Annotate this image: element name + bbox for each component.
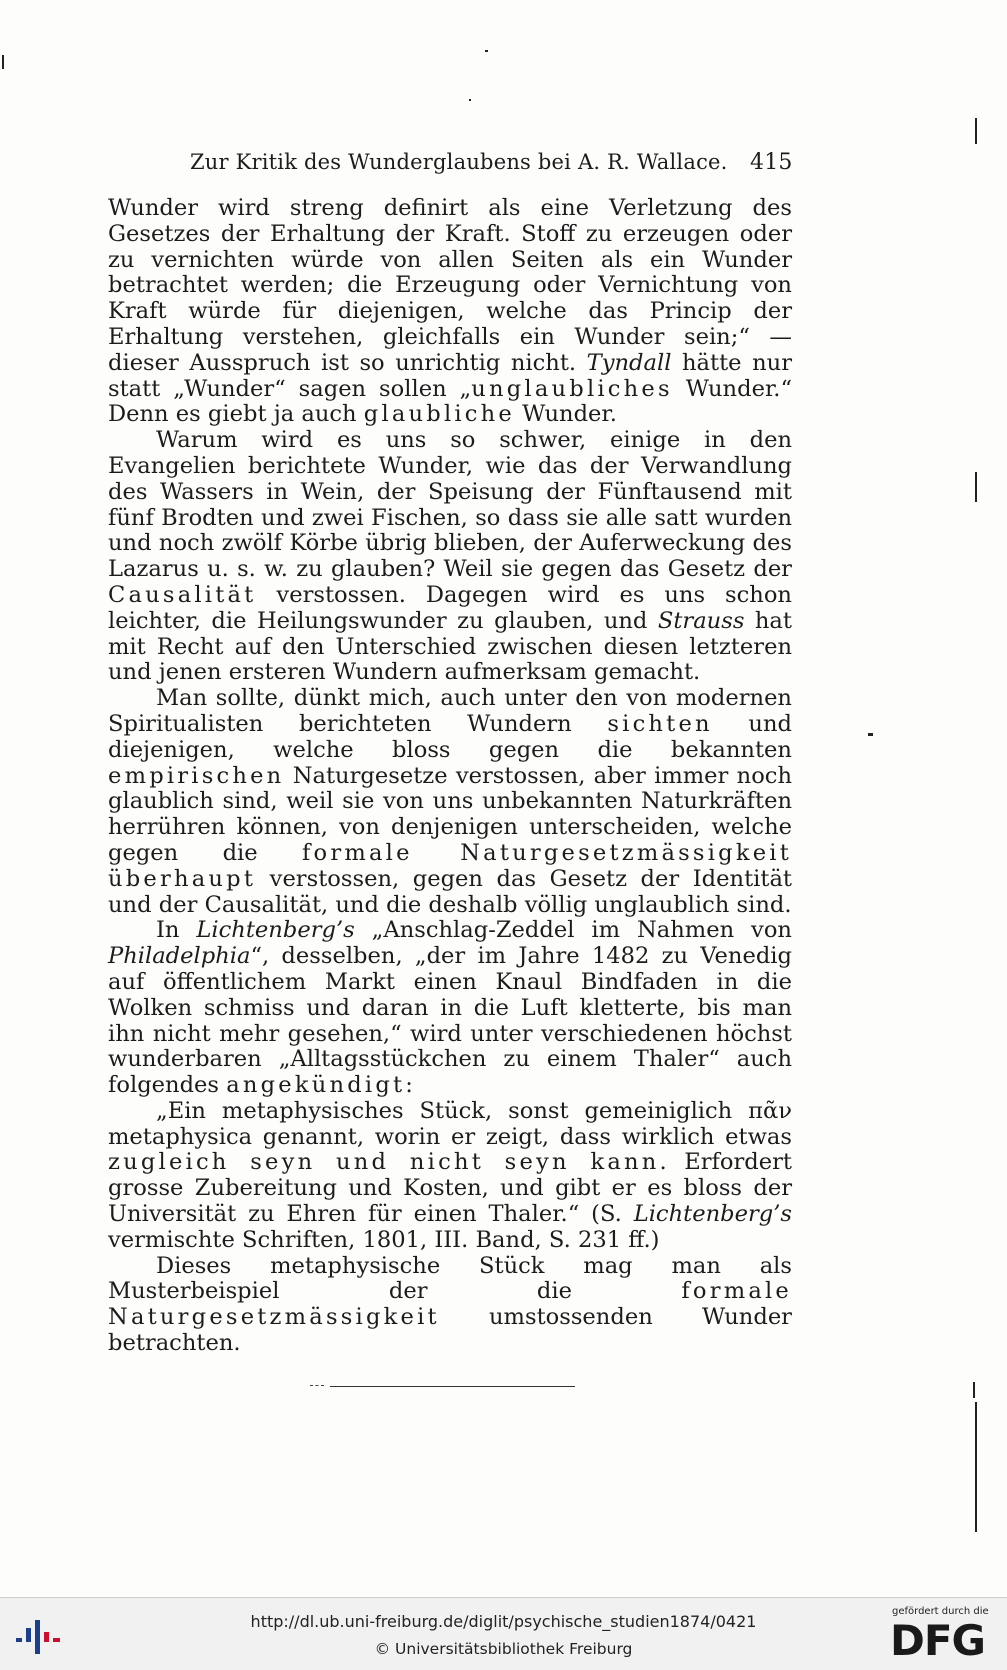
paragraph xyxy=(108,918,792,1099)
viewer-footer xyxy=(0,1597,1007,1670)
scan-mark xyxy=(469,99,471,101)
author-name: Tyndall xyxy=(586,349,672,376)
text-run: „Anschlag-Zeddel im Nahmen von xyxy=(354,917,792,944)
spaced-emphasis: Causalität xyxy=(108,581,257,608)
spaced-emphasis: sichten xyxy=(607,710,713,737)
body-text xyxy=(108,196,792,1357)
page-number: 415 xyxy=(750,150,793,175)
spaced-emphasis: glaubliche xyxy=(363,401,515,428)
page-url[interactable]: http://dl.ub.uni-freiburg.de/diglit/psychische_studien1874/0421 xyxy=(250,1612,757,1631)
scan-mark xyxy=(2,55,4,69)
text-run: vermischte Schriften, 1801, III. Band, S. 231 ff.) xyxy=(108,1226,660,1253)
quotation xyxy=(108,1099,792,1254)
author-name: Lichtenberg’s xyxy=(633,1201,792,1228)
paragraph xyxy=(108,196,792,428)
text-run: Wunder wird streng definirt als eine Verletzung des Gesetzes der Erhaltung der Kraft. Stoff zu erzeugen oder zu vernichten würde von allen Seiten als ein Wunder betrachtet werden; die Erzeugung oder Vernichtung von Kraft würde für diejenigen, welche das Princip der Erhaltung verstehen, gleichfalls ein Wunder sein;“ — dieser Ausspruch ist so unrichtig nicht. xyxy=(108,195,792,376)
scan-mark xyxy=(975,1402,977,1518)
end-rule xyxy=(330,1386,575,1387)
spaced-emphasis: unglaubliches xyxy=(471,375,673,402)
text-run: hätte nur statt „Wunder“ sagen sollen „ xyxy=(108,349,792,402)
text-run: hat mit Recht auf den Unterschied zwischen diesen letzteren und jenen ersteren Wundern aufmerksam gemacht. xyxy=(108,607,792,686)
text-run: verstossen. Dagegen wird es uns schon leichter, die Heilungswunder zu glauben, und xyxy=(108,581,792,634)
scan-mark xyxy=(485,50,488,52)
running-header xyxy=(190,150,793,175)
text-run: verstossen, gegen das Gesetz der Identität und der Causalität, und die deshalb völlig unglaublich sind. xyxy=(108,865,792,918)
spaced-emphasis: angekündigt xyxy=(226,1072,406,1099)
paragraph xyxy=(108,1254,792,1357)
spaced-emphasis: formale Naturgesetzmässigkeit xyxy=(108,1278,792,1331)
text-run: Wunder. xyxy=(514,401,617,428)
copyright-notice: © Universitätsbibliothek Freiburg xyxy=(374,1640,633,1658)
scan-mark xyxy=(868,733,873,736)
sponsor-logo xyxy=(890,1606,1002,1666)
text-run: und diejenigen, welche bloss gegen die bekannten xyxy=(108,710,792,763)
paragraph xyxy=(108,686,792,918)
scan-mark xyxy=(975,1518,977,1532)
rule-dashes xyxy=(310,1385,324,1386)
running-title: Zur Kritik des Wunderglaubens bei A. R. Wallace. xyxy=(190,150,728,174)
dfg-logo-icon: DFG xyxy=(890,1616,986,1665)
text-run: . Erfordert grosse Zubereitung und Kosten, und gibt er es bloss der Universität zu Ehren für einen Thaler.“ (S. xyxy=(108,1149,792,1228)
author-name: Philadelphia xyxy=(108,943,251,970)
text-run: Man sollte, dünkt mich, auch unter den von modernen Spiritualisten berichteten Wundern xyxy=(108,685,792,737)
spaced-emphasis: zugleich seyn und nicht seyn kann xyxy=(108,1149,660,1176)
text-run: In xyxy=(156,917,197,944)
author-name: Strauss xyxy=(657,607,745,634)
scan-mark xyxy=(975,118,977,144)
spaced-emphasis: formale Naturgesetzmässigkeit überhaupt xyxy=(108,839,792,892)
text-run: Wunder.“ Denn es giebt ja auch xyxy=(108,375,792,428)
text-run: umstossenden Wunder betrachten. xyxy=(108,1304,792,1357)
text-run: “, desselben, „der im Jahre 1482 zu Venedig auf öffentlichem Markt einen Knaul Bindfaden in die Wolken schmiss und daran in die Luft kletterte, bis man ihn nicht mehr gesehen,“ wird unter verschiedenen höchst wunderbaren „Alltagsstückchen zu einem Thaler“ auch folgendes xyxy=(108,943,792,1099)
spaced-emphasis: empirischen xyxy=(108,762,285,789)
text-run: „Ein metaphysisches Stück, sonst gemeiniglich πᾶν metaphysica genannt, worin er zeigt, dass wirklich etwas xyxy=(108,1097,792,1150)
author-name: Lichtenberg’s xyxy=(196,917,355,944)
sponsor-caption: gefördert durch die xyxy=(892,1606,989,1617)
scan-mark xyxy=(973,1382,975,1398)
text-run: Dieses metaphysische Stück mag man als Musterbeispiel der die xyxy=(108,1252,792,1305)
scan-mark xyxy=(975,472,977,502)
paragraph xyxy=(108,428,792,686)
text-run: : xyxy=(405,1072,413,1099)
text-run: Warum wird es uns so schwer, einige in den Evangelien berichtete Wunder, wie das der Verwandlung des Wassers in Wein, der Speisung der Fünftausend mit fünf Brodten und zwei Fischen, so dass sie alle satt wurden und noch zwölf Körbe übrig blieben, der Auferweckung des Lazarus u. s. w. zu glauben? Weil sie gegen das Gesetz der xyxy=(108,427,792,583)
text-run: Naturgesetze verstossen, aber immer noch glaublich sind, weil sie von uns unbekannten Naturkräften herrühren können, von denjenigen unterscheiden, welche gegen die xyxy=(108,762,792,866)
